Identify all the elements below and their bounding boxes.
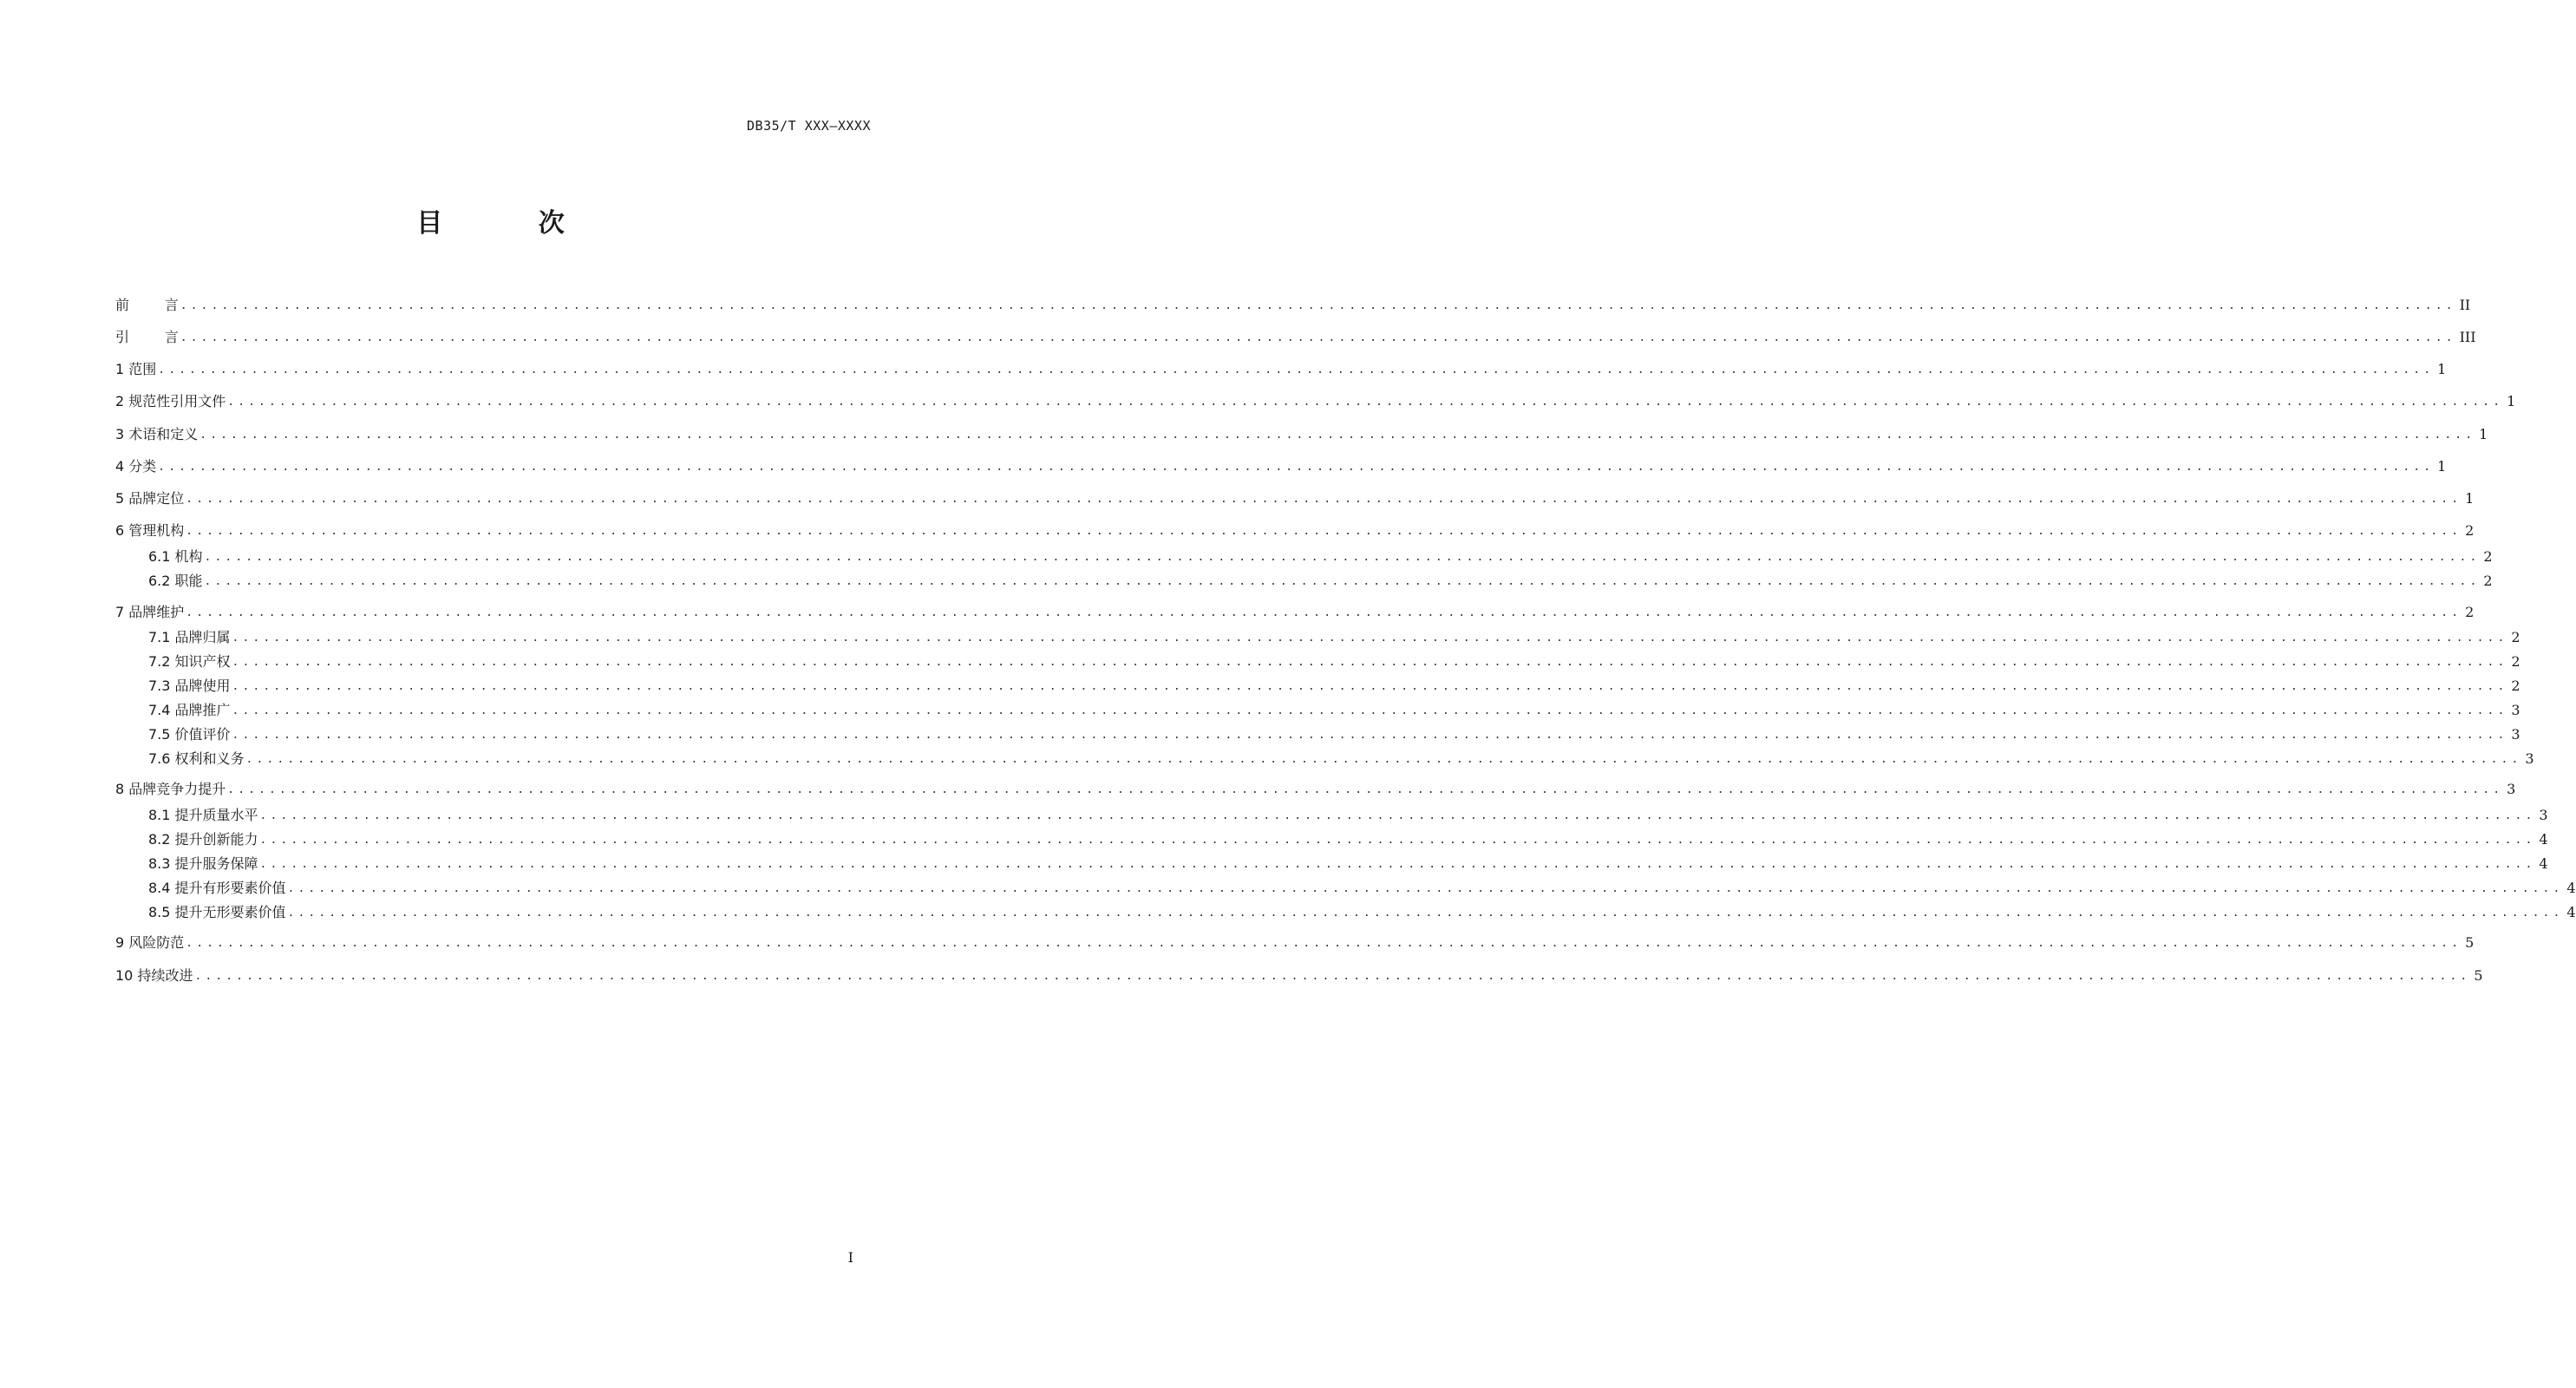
toc-entry-page: 1 — [2465, 490, 2475, 507]
toc-dot-leader: ............................................................................................................................................................................................................................ — [180, 331, 2456, 344]
toc-dot-leader: ............................................................................................................................................................................................................................ — [287, 882, 2564, 895]
toc-entry-label: 1 范围 — [115, 361, 157, 377]
toc-entry[interactable] — [115, 390, 2516, 410]
toc-entry-label: 7 品牌维护 — [115, 604, 185, 620]
toc-entry-page: 4 — [2566, 880, 2576, 896]
toc-entry-label: 5 品牌定位 — [115, 490, 185, 507]
toc-entry-page: 2 — [2483, 573, 2493, 589]
toc-entry-page: 3 — [2507, 781, 2516, 797]
toc-dot-leader: ............................................................................................................................................................................................................................ — [232, 680, 2508, 693]
toc-entry[interactable] — [148, 545, 2493, 566]
toc-entry[interactable] — [148, 852, 2548, 873]
toc-entry-page: III — [2459, 329, 2476, 345]
toc-entry-label: 6 管理机构 — [115, 522, 185, 539]
toc-dot-leader: ............................................................................................................................................................................................................................ — [180, 299, 2456, 312]
toc-entry-page: 2 — [2511, 629, 2520, 645]
toc-entry[interactable] — [115, 325, 2476, 346]
toc-entry[interactable] — [115, 777, 2516, 798]
page-number: I — [847, 1249, 853, 1266]
toc-dot-leader: ............................................................................................................................................................................................................................ — [232, 656, 2508, 669]
toc-entry-label: 7.4 品牌推广 — [148, 702, 231, 718]
toc-dot-leader: ............................................................................................................................................................................................................................ — [158, 363, 2435, 376]
toc-entry-label: 8 品牌竞争力提升 — [115, 781, 226, 797]
toc-entry-label: 8.1 提升质量水平 — [148, 807, 258, 823]
toc-dot-leader: ............................................................................................................................................................................................................................ — [245, 753, 2522, 766]
toc-entry[interactable] — [115, 487, 2475, 507]
toc-entry-page: 5 — [2465, 934, 2475, 951]
toc-entry-page: 3 — [2511, 702, 2520, 718]
page-title: 目 次 — [416, 208, 608, 239]
toc-entry-page: 3 — [2525, 750, 2534, 767]
toc-dot-leader: ............................................................................................................................................................................................................................ — [186, 493, 2462, 506]
toc-dot-leader: ............................................................................................................................................................................................................................ — [204, 551, 2481, 564]
toc-entry-label: 9 风险防范 — [115, 934, 185, 951]
toc-entry-label: 7.3 品牌使用 — [148, 678, 231, 694]
toc-dot-leader: ............................................................................................................................................................................................................................ — [204, 575, 2481, 588]
toc-entry[interactable] — [148, 698, 2520, 719]
toc-dot-leader: ............................................................................................................................................................................................................................ — [186, 525, 2462, 538]
toc-dot-leader: ............................................................................................................................................................................................................................ — [259, 834, 2536, 847]
toc-entry[interactable] — [148, 828, 2548, 848]
toc-entry-label: 2 规范性引用文件 — [115, 393, 226, 409]
toc-entry-page: 1 — [2479, 426, 2488, 442]
toc-dot-leader: ............................................................................................................................................................................................................................ — [186, 606, 2462, 619]
toc-entry-label: 7.5 价值评价 — [148, 726, 231, 743]
toc-dot-leader: ............................................................................................................................................................................................................................ — [227, 783, 2504, 796]
toc-entry-page: 4 — [2539, 831, 2548, 848]
toc-entry-label: 6.2 职能 — [148, 573, 203, 589]
toc-entry[interactable] — [148, 625, 2520, 646]
toc-entry-page: 4 — [2566, 904, 2576, 920]
toc-entry[interactable] — [148, 569, 2493, 590]
toc-dot-leader: ............................................................................................................................................................................................................................ — [158, 461, 2435, 474]
toc-entry-page: 1 — [2437, 458, 2447, 475]
toc-entry-page: 2 — [2465, 604, 2475, 620]
toc-dot-leader: ............................................................................................................................................................................................................................ — [259, 858, 2536, 871]
toc-entry-label: 7.2 知识产权 — [148, 653, 231, 670]
toc-entry[interactable] — [115, 931, 2475, 952]
toc-dot-leader: ............................................................................................................................................................................................................................ — [259, 809, 2536, 822]
toc-entry-page: 5 — [2474, 967, 2483, 984]
toc-entry-label: 8.3 提升服务保障 — [148, 855, 258, 872]
toc-entry[interactable] — [115, 964, 2483, 985]
toc-entry-label: 8.4 提升有形要素价值 — [148, 880, 286, 896]
toc-dot-leader: ............................................................................................................................................................................................................................ — [186, 937, 2462, 950]
toc-entry-page: 2 — [2483, 548, 2493, 565]
toc-dot-leader: ............................................................................................................................................................................................................................ — [232, 729, 2508, 742]
toc-entry-label: 8.2 提升创新能力 — [148, 831, 258, 848]
toc-dot-leader: ............................................................................................................................................................................................................................ — [232, 704, 2508, 717]
toc-entry[interactable] — [115, 422, 2488, 443]
toc-entry-page: 1 — [2507, 393, 2516, 409]
toc-entry[interactable] — [148, 900, 2576, 921]
toc-entry-page: 2 — [2465, 522, 2475, 539]
toc-entry-page: 4 — [2539, 855, 2548, 872]
toc-entry-label: 6.1 机构 — [148, 548, 203, 565]
toc-entry[interactable] — [115, 455, 2447, 475]
toc-entry[interactable] — [148, 803, 2548, 824]
toc-entry-label: 前 言 — [115, 297, 179, 313]
toc-entry[interactable] — [148, 876, 2576, 897]
toc-entry-page: 3 — [2539, 807, 2548, 823]
toc-entry-label: 3 术语和定义 — [115, 426, 199, 442]
toc-dot-leader: ............................................................................................................................................................................................................................ — [194, 970, 2471, 983]
toc-dot-leader: ............................................................................................................................................................................................................................ — [199, 429, 2476, 442]
toc-dot-leader: ............................................................................................................................................................................................................................ — [232, 632, 2508, 645]
toc-entry[interactable] — [115, 357, 2447, 378]
toc-entry-page: II — [2459, 297, 2471, 313]
toc-entry-label: 10 持续改进 — [115, 967, 193, 984]
toc-entry-label: 引 言 — [115, 329, 179, 345]
toc-entry[interactable] — [148, 650, 2520, 671]
toc-entry-page: 2 — [2511, 653, 2520, 670]
toc-entry-label: 4 分类 — [115, 458, 157, 475]
toc-entry[interactable] — [115, 600, 2475, 621]
toc-entry[interactable] — [115, 519, 2475, 540]
toc-entry-page: 3 — [2511, 726, 2520, 743]
toc-entry-label: 7.6 权利和义务 — [148, 750, 245, 767]
toc-entry-label: 7.1 品牌归属 — [148, 629, 231, 645]
toc-entry-page: 2 — [2511, 678, 2520, 694]
toc-entry[interactable] — [148, 723, 2520, 743]
toc-dot-leader: ............................................................................................................................................................................................................................ — [287, 907, 2564, 920]
toc-dot-leader: ............................................................................................................................................................................................................................ — [227, 396, 2504, 409]
toc-entry[interactable] — [115, 293, 2471, 314]
toc-entry-page: 1 — [2437, 361, 2447, 377]
toc-entry[interactable] — [148, 674, 2520, 695]
toc-entry-label: 8.5 提升无形要素价值 — [148, 904, 286, 920]
document-code: DB35/T XXX—XXXX — [747, 118, 871, 134]
toc-entry[interactable] — [148, 747, 2534, 768]
